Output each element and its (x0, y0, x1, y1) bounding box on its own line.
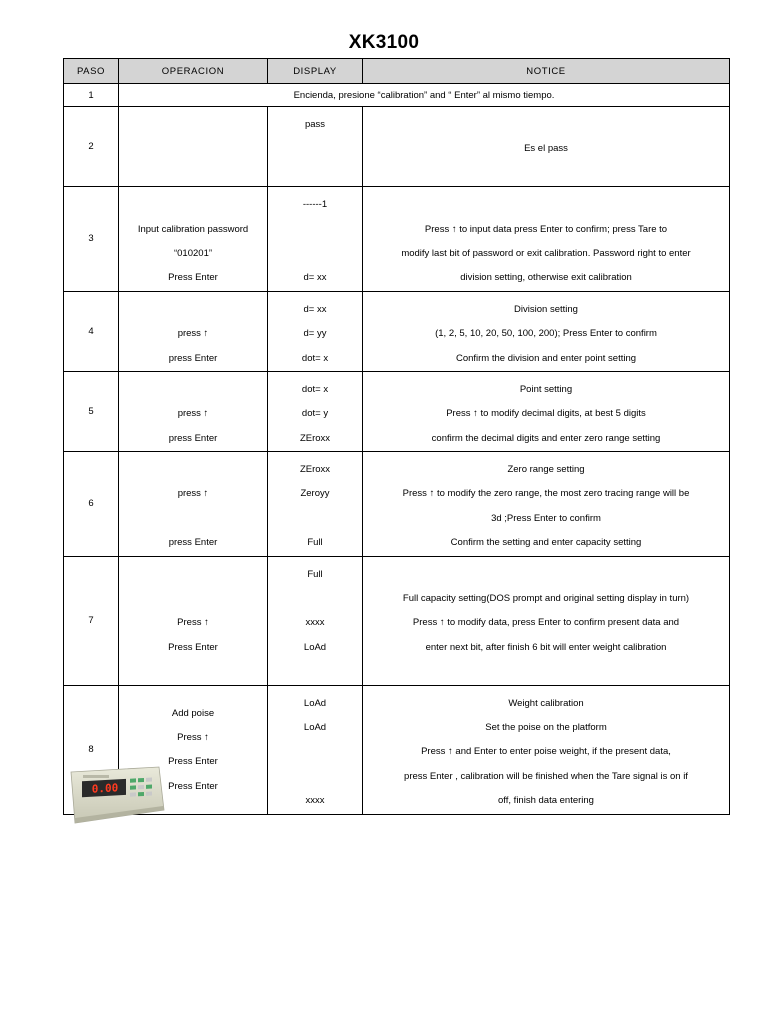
display-line (268, 660, 362, 684)
operacion-line: press Enter (168, 352, 218, 364)
operacion-line: press ↑ (177, 328, 209, 340)
display-line: Full (307, 537, 323, 549)
cell-paso: 1 (64, 84, 119, 107)
display-line (268, 507, 362, 531)
header-display: DISPLAY (268, 59, 363, 84)
cell-paso: 6 (64, 452, 119, 557)
notice-line: Es el pass (524, 143, 568, 155)
cell-paso: 8 (64, 685, 119, 814)
cell-operacion (119, 556, 268, 685)
notice-line: division setting, otherwise exit calibration (460, 272, 632, 284)
notice-line: 3d ;Press Enter to confirm (491, 512, 601, 524)
cell-display (268, 187, 363, 292)
operacion-line (119, 660, 267, 684)
cell-display (268, 556, 363, 685)
notice-line: Full capacity setting(DOS prompt and original setting display in turn) (402, 593, 690, 605)
cell-notice (363, 452, 730, 557)
notice-line: Confirm the division and enter point setting (455, 352, 637, 364)
cell-operacion (119, 187, 268, 292)
table-row (64, 187, 730, 292)
cell-paso: 7 (64, 556, 119, 685)
notice-line: Press ↑ to input data press Enter to confirm; press Tare to (424, 223, 668, 235)
display-line: ZEroxx (299, 432, 331, 444)
header-notice: NOTICE (363, 59, 730, 84)
operacion-line: Press Enter (168, 756, 218, 768)
cell-paso: 5 (64, 371, 119, 451)
operacion-line: Press Enter (168, 780, 218, 792)
operacion-line: “010201” (173, 247, 213, 259)
display-line: d= yy (303, 328, 327, 340)
display-line (268, 587, 362, 611)
display-line: dot= y (301, 408, 329, 420)
cell-notice (363, 187, 730, 292)
cell-paso: 4 (64, 291, 119, 371)
operacion-line (119, 563, 267, 587)
display-line (268, 137, 362, 161)
notice-line: confirm the decimal digits and enter zero range setting (431, 432, 661, 444)
operacion-line (119, 378, 267, 402)
cell-notice (363, 685, 730, 814)
notice-line: modify last bit of password or exit calibration. Password right to enter (401, 247, 691, 259)
cell-operacion (119, 107, 268, 187)
display-line: LoAd (303, 721, 327, 733)
cell-display (268, 685, 363, 814)
notice-line: Set the poise on the platform (485, 721, 607, 733)
notice-line: press Enter , calibration will be finished when the Tare signal is on if (404, 770, 688, 782)
display-line: LoAd (303, 641, 327, 653)
notice-line: Press ↑ to modify data, press Enter to confirm present data and (412, 617, 680, 629)
display-line: ZEroxx (299, 464, 331, 476)
cell-merged: Encienda, presione “calibration” and “ Enter” al mismo tiempo. (119, 84, 730, 107)
cell-display (268, 107, 363, 187)
display-line: LoAd (303, 697, 327, 709)
table-row (64, 371, 730, 451)
notice-line: off, finish data entering (498, 795, 594, 807)
display-line: dot= x (301, 383, 329, 395)
operacion-line: press Enter (168, 432, 218, 444)
notice-line: (1, 2, 5, 10, 20, 50, 100, 200); Press Enter to confirm (435, 328, 657, 340)
operacion-line (119, 507, 267, 531)
operacion-line (119, 298, 267, 322)
display-line: Zeroyy (300, 488, 330, 500)
operacion-line: press ↑ (177, 488, 209, 500)
notice-line: Weight calibration (508, 697, 584, 709)
notice-line: Press ↑ to modify the zero range, the most zero tracing range will be (402, 488, 690, 500)
display-line (268, 242, 362, 266)
operacion-line (119, 458, 267, 482)
notice-line: Division setting (514, 303, 578, 315)
cell-display (268, 371, 363, 451)
cell-paso: 2 (64, 107, 119, 187)
display-line (268, 218, 362, 242)
cell-operacion (119, 291, 268, 371)
display-line (268, 740, 362, 764)
notice-line: Zero range setting (507, 464, 585, 476)
cell-display (268, 291, 363, 371)
display-line: xxxx (305, 795, 325, 807)
notice-line: enter next bit, after finish 6 bit will enter weight calibration (425, 641, 667, 653)
operacion-line: Press Enter (168, 272, 218, 284)
cell-notice (363, 107, 730, 187)
display-line (268, 765, 362, 789)
table-row (64, 107, 730, 187)
cell-operacion (119, 452, 268, 557)
notice-line: Confirm the setting and enter capacity setting (450, 537, 642, 549)
table-row (64, 556, 730, 685)
table-header-row (64, 59, 730, 84)
notice-line (363, 113, 729, 137)
notice-line (363, 563, 729, 587)
notice-line: Press ↑ to modify decimal digits, at best 5 digits (446, 408, 646, 420)
notice-line (363, 193, 729, 217)
notice-line (363, 660, 729, 684)
display-line: xxxx (305, 617, 325, 629)
display-line: d= xx (303, 303, 327, 315)
indicator-digits: 0.00 (91, 781, 119, 796)
table-row (64, 291, 730, 371)
notice-line (363, 162, 729, 186)
operacion-line: press ↑ (177, 408, 209, 420)
notice-line: Press ↑ and Enter to enter poise weight, if the present data, (421, 746, 671, 758)
operacion-line: Press Enter (168, 641, 218, 653)
document-title: XK3100 (348, 32, 420, 53)
display-line: dot= x (301, 352, 329, 364)
operacion-line: press Enter (168, 537, 218, 549)
weighing-indicator-image (67, 766, 165, 824)
cell-notice (363, 291, 730, 371)
operacion-line (119, 193, 267, 217)
operacion-line: Press ↑ (177, 731, 209, 743)
notice-line: Point setting (519, 383, 573, 395)
operacion-line: Press ↑ (177, 617, 209, 629)
cell-operacion (119, 371, 268, 451)
cell-paso: 3 (64, 187, 119, 292)
cell-display (268, 452, 363, 557)
calibration-table (63, 58, 730, 815)
display-line: d= xx (303, 272, 327, 284)
operacion-line: Add poise (171, 707, 215, 719)
table-row (64, 452, 730, 557)
display-line: Full (307, 568, 323, 580)
display-line (268, 162, 362, 186)
operacion-line: Input calibration password (137, 223, 249, 235)
display-line: ------1 (302, 199, 328, 211)
header-paso: PASO (64, 59, 119, 84)
display-line: pass (304, 119, 326, 130)
cell-notice (363, 371, 730, 451)
table-row (64, 84, 730, 107)
header-operacion: OPERACION (119, 59, 268, 84)
operacion-line (119, 587, 267, 611)
cell-notice (363, 556, 730, 685)
